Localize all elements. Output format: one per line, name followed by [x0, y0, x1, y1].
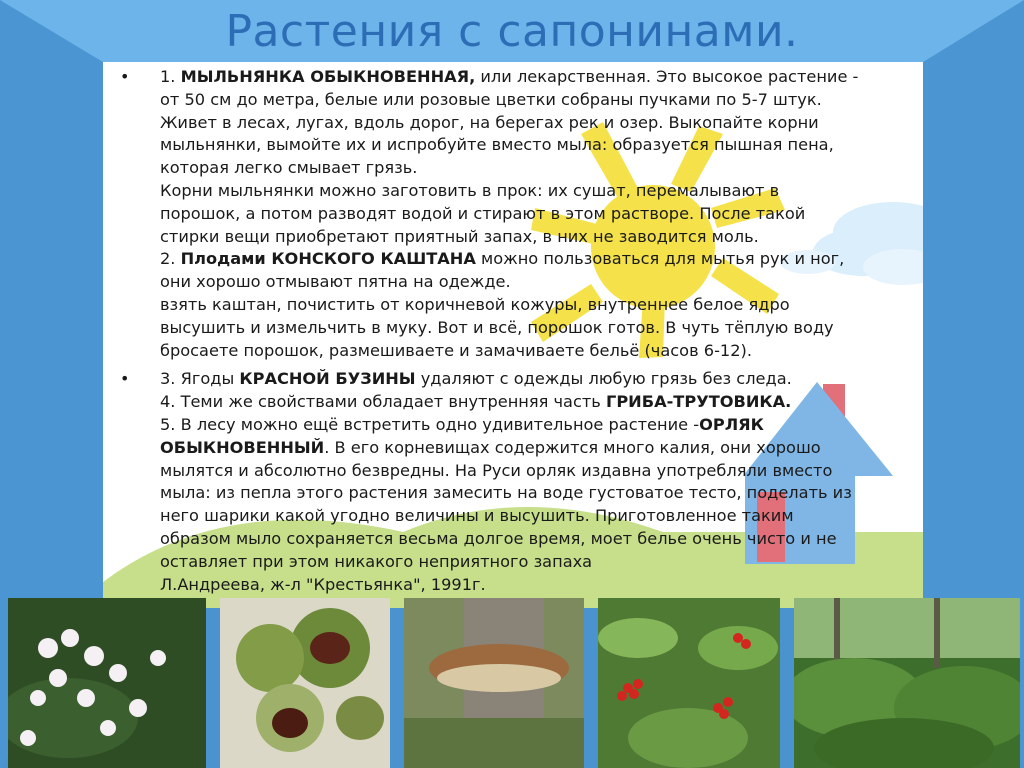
text-line [160, 414, 932, 437]
text-span: или лекарственная. Это высокое растение - [475, 67, 859, 86]
text-span: 2. [160, 249, 181, 269]
bold-text: МЫЛЬНЯНКА ОБЫКНОВЕННАЯ, [180, 67, 476, 86]
tinder-fungus-photo [404, 598, 584, 768]
text-line [160, 157, 932, 180]
text-line [160, 226, 932, 249]
bold-text: Плодами КОНСКОГО КАШТАНА [180, 249, 476, 269]
text-span: 4. Теми же свойствами обладает внутренняя часть [160, 392, 606, 412]
text-span: мылятся и абсолютно безвредны. На Руси орляк издавна употребляли вместо [160, 460, 833, 480]
text-span: мыльнянки, вымойте их и испробуйте вместо мыла: образуется пышная пена, [160, 135, 834, 155]
text-span: 1. [160, 67, 181, 86]
text-span: удаляют с одежды любую грязь без следа. [415, 369, 792, 389]
bold-text: ГРИБА-ТРУТОВИКА. [606, 392, 792, 412]
text-span: оставляет при этом никакого неприятного запаха [160, 551, 593, 571]
text-span: Л.Андреева, ж-л "Крестьянка", 1991г. [160, 574, 486, 594]
text-span: они хорошо отмывают пятна на одежде. [160, 272, 511, 292]
bracken-fern-photo [794, 598, 1020, 768]
text-span: Корни мыльнянки можно заготовить в прок: их сушат, перемалывают в [160, 180, 780, 200]
text-span: высушить и измельчить в муку. Вот и всё, порошок готов. В чуть тёплую воду [160, 317, 834, 337]
text-line [160, 134, 932, 157]
text-span: стирки вещи приобретают приятный запах, в них не заводится моль. [160, 226, 759, 246]
text-line [160, 528, 932, 551]
text-content [120, 66, 932, 602]
text-line [160, 505, 932, 528]
bullet-item [120, 368, 932, 596]
text-line [160, 294, 932, 317]
text-line [160, 340, 932, 363]
text-line [160, 203, 932, 226]
bold-text: КРАСНОЙ БУЗИНЫ [239, 369, 416, 389]
bold-text: ОБЫКНОВЕННЫЙ [160, 437, 325, 457]
horse-chestnut-photo [220, 598, 390, 768]
text-span: которая легко смывает грязь. [160, 158, 418, 178]
text-span: бросаете порошок, размешиваете и замачиваете бельё (часов 6-12). [160, 340, 752, 360]
text-line [160, 112, 932, 135]
text-span: от 50 см до метра, белые или розовые цветки собраны пучками по 5-7 штук. [160, 89, 822, 109]
photo-strip [0, 592, 1024, 768]
text-line [160, 551, 932, 574]
text-span: мыла: из пепла этого растения замесить на воде густоватое тесто, поделать из [160, 483, 852, 503]
soapwort-flower-photo [8, 598, 206, 768]
text-span: 5. В лесу можно ещё встретить одно удивительное растение - [160, 414, 700, 434]
text-line [160, 482, 932, 505]
bullet-marker: • [120, 67, 130, 86]
bullet-marker: • [120, 369, 130, 389]
text-span: 3. Ягоды [160, 369, 240, 389]
text-span: . В его корневищах содержится много калия, они хорошо [324, 437, 821, 457]
text-line [160, 271, 932, 294]
text-line [160, 248, 932, 271]
text-span: взять каштан, почистить от коричневой кожуры, внутреннее белое ядро [160, 294, 790, 314]
text-span: можно пользоваться для мытья рук и ног, [475, 249, 845, 269]
text-line [160, 368, 932, 391]
text-line [160, 180, 932, 203]
bold-text: ОРЛЯК [699, 414, 764, 434]
text-line [160, 89, 932, 112]
text-line [160, 437, 932, 460]
bullet-item [120, 66, 932, 362]
text-span: порошок, а потом разводят водой и стирают в этом растворе. После такой [160, 203, 806, 223]
text-span: образом мыло сохраняется весьма долгое время, моет белье очень чисто и не [160, 528, 837, 548]
text-line [160, 391, 932, 414]
text-span: Живет в лесах, лугах, вдоль дорог, на берегах рек и озер. Выкопайте корни [160, 112, 819, 132]
text-line [160, 66, 932, 89]
text-line [160, 460, 932, 483]
slide-title: Растения с сапонинами. [225, 6, 799, 57]
text-span: него шарики какой угодно величины и высушить. Приготовленное таким [160, 506, 794, 526]
red-elderberry-photo [598, 598, 780, 768]
text-line [160, 317, 932, 340]
